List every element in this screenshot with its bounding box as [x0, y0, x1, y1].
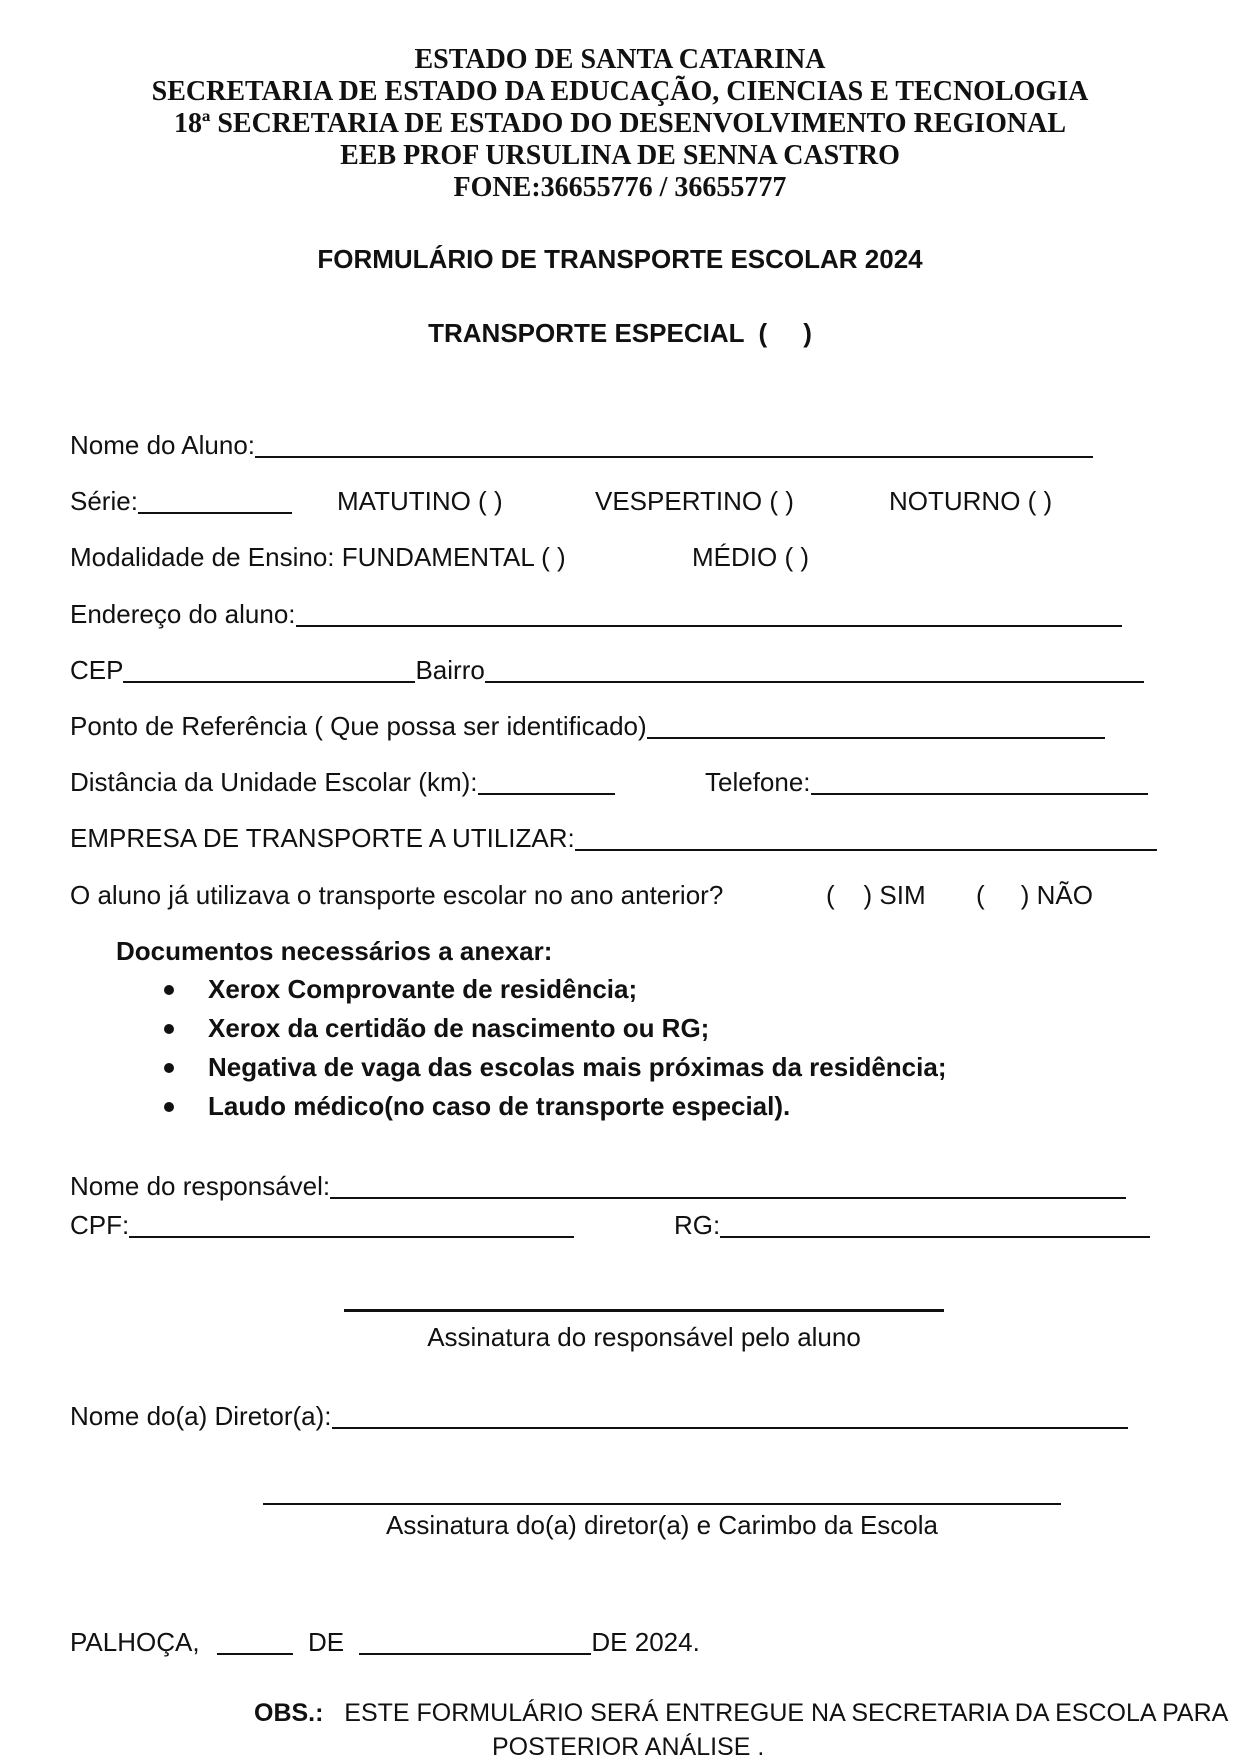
guardian-name-field[interactable]	[330, 1171, 1126, 1199]
medio-checkbox[interactable]: MÉDIO ( )	[692, 542, 809, 572]
city-label: PALHOÇA,	[70, 1627, 200, 1657]
list-item: Xerox da certidão de nascimento ou RG;	[160, 1009, 946, 1048]
bullet-icon	[164, 1024, 174, 1034]
date-row	[70, 1627, 700, 1658]
director-signature-caption: Assinatura do(a) diretor(a) e Carimbo da Escola	[385, 1510, 939, 1540]
rg-field[interactable]	[720, 1210, 1150, 1238]
sim-checkbox[interactable]: ( ) SIM	[826, 880, 926, 910]
matutino-checkbox[interactable]: MATUTINO ( )	[337, 486, 503, 516]
bairro-field[interactable]	[485, 655, 1144, 683]
phone-field[interactable]	[811, 767, 1148, 795]
distance-row	[70, 767, 615, 798]
bullet-icon	[164, 1063, 174, 1073]
obs-text-1: ESTE FORMULÁRIO SERÁ ENTREGUE NA SECRETARIA DA ESCOLA PARA	[344, 1699, 1229, 1727]
header-secretaria: SECRETARIA DE ESTADO DA EDUCAÇÃO, CIENCIAS E TECNOLOGIA	[151, 76, 1089, 107]
reference-field[interactable]	[647, 711, 1105, 739]
guardian-name-row	[70, 1171, 1126, 1202]
address-row	[70, 599, 1122, 630]
serie-label: Série:	[70, 486, 138, 516]
vespertino-checkbox[interactable]: VESPERTINO ( )	[595, 486, 794, 516]
obs-label: OBS.:	[254, 1699, 324, 1727]
header-regional: 18ª SECRETARIA DE ESTADO DO DESENVOLVIMENTO REGIONAL	[173, 108, 1067, 139]
student-name-label: Nome do Aluno:	[70, 430, 256, 460]
nao-checkbox[interactable]: ( ) NÃO	[976, 880, 1093, 910]
director-name-row	[70, 1401, 1128, 1432]
student-name-row	[70, 430, 1093, 461]
de-label: DE	[308, 1627, 345, 1657]
noturno-checkbox[interactable]: NOTURNO ( )	[889, 486, 1053, 516]
previous-transport-question: O aluno já utilizava o transporte escolar no ano anterior?	[70, 880, 724, 910]
reference-label: Ponto de Referência ( Que possa ser identificado)	[70, 711, 647, 741]
serie-field[interactable]	[138, 486, 292, 514]
guardian-name-label: Nome do responsável:	[70, 1171, 331, 1201]
form-title: FORMULÁRIO DE TRANSPORTE ESCOLAR 2024	[317, 244, 923, 274]
student-name-field[interactable]	[255, 430, 1093, 458]
month-field[interactable]	[359, 1627, 591, 1655]
company-label: EMPRESA DE TRANSPORTE A UTILIZAR:	[70, 823, 575, 853]
cpf-label: CPF:	[70, 1210, 130, 1240]
list-item: Negativa de vaga das escolas mais próximas da residência;	[160, 1048, 946, 1087]
fundamental-checkbox[interactable]: Modalidade de Ensino: FUNDAMENTAL ( )	[70, 542, 566, 572]
cep-row	[70, 655, 1144, 686]
cpf-field[interactable]	[129, 1210, 574, 1238]
documents-list	[160, 970, 946, 1126]
bullet-icon	[164, 1102, 174, 1112]
cpf-row	[70, 1210, 574, 1241]
cep-field[interactable]	[123, 655, 415, 683]
address-field[interactable]	[296, 599, 1122, 627]
rg-label: RG:	[674, 1210, 721, 1240]
distance-field[interactable]	[478, 767, 615, 795]
guardian-signature-line[interactable]	[344, 1309, 944, 1312]
bullet-icon	[164, 985, 174, 995]
day-field[interactable]	[217, 1627, 293, 1655]
header-phone: FONE:36655776 / 36655777	[453, 172, 787, 203]
guardian-signature-caption: Assinatura do responsável pelo aluno	[427, 1322, 861, 1352]
address-label: Endereço do aluno:	[70, 599, 296, 629]
director-signature-line[interactable]	[263, 1503, 1061, 1505]
bairro-label: Bairro	[415, 655, 485, 685]
documents-heading: Documentos necessários a anexar:	[116, 936, 553, 966]
year-label: DE 2024.	[591, 1627, 700, 1657]
director-name-label: Nome do(a) Diretor(a):	[70, 1401, 332, 1431]
header-school: EEB PROF URSULINA DE SENNA CASTRO	[340, 140, 900, 171]
special-transport-checkbox[interactable]: TRANSPORTE ESPECIAL ( )	[428, 318, 812, 348]
cep-label: CEP	[70, 655, 124, 685]
director-name-field[interactable]	[332, 1401, 1128, 1429]
reference-row	[70, 711, 1105, 742]
obs-text-2: POSTERIOR ANÁLISE .	[492, 1733, 765, 1761]
obs-line-1	[254, 1699, 1228, 1728]
rg-row	[674, 1210, 1150, 1241]
list-item: Laudo médico(no caso de transporte especial).	[160, 1087, 946, 1126]
company-field[interactable]	[575, 823, 1157, 851]
list-item: Xerox Comprovante de residência;	[160, 970, 946, 1009]
header-state: ESTADO DE SANTA CATARINA	[414, 44, 826, 75]
company-row	[70, 823, 1157, 854]
phone-row	[705, 767, 1148, 798]
distance-label: Distância da Unidade Escolar (km):	[70, 767, 478, 797]
serie-row	[70, 486, 292, 517]
phone-label: Telefone:	[705, 767, 811, 797]
